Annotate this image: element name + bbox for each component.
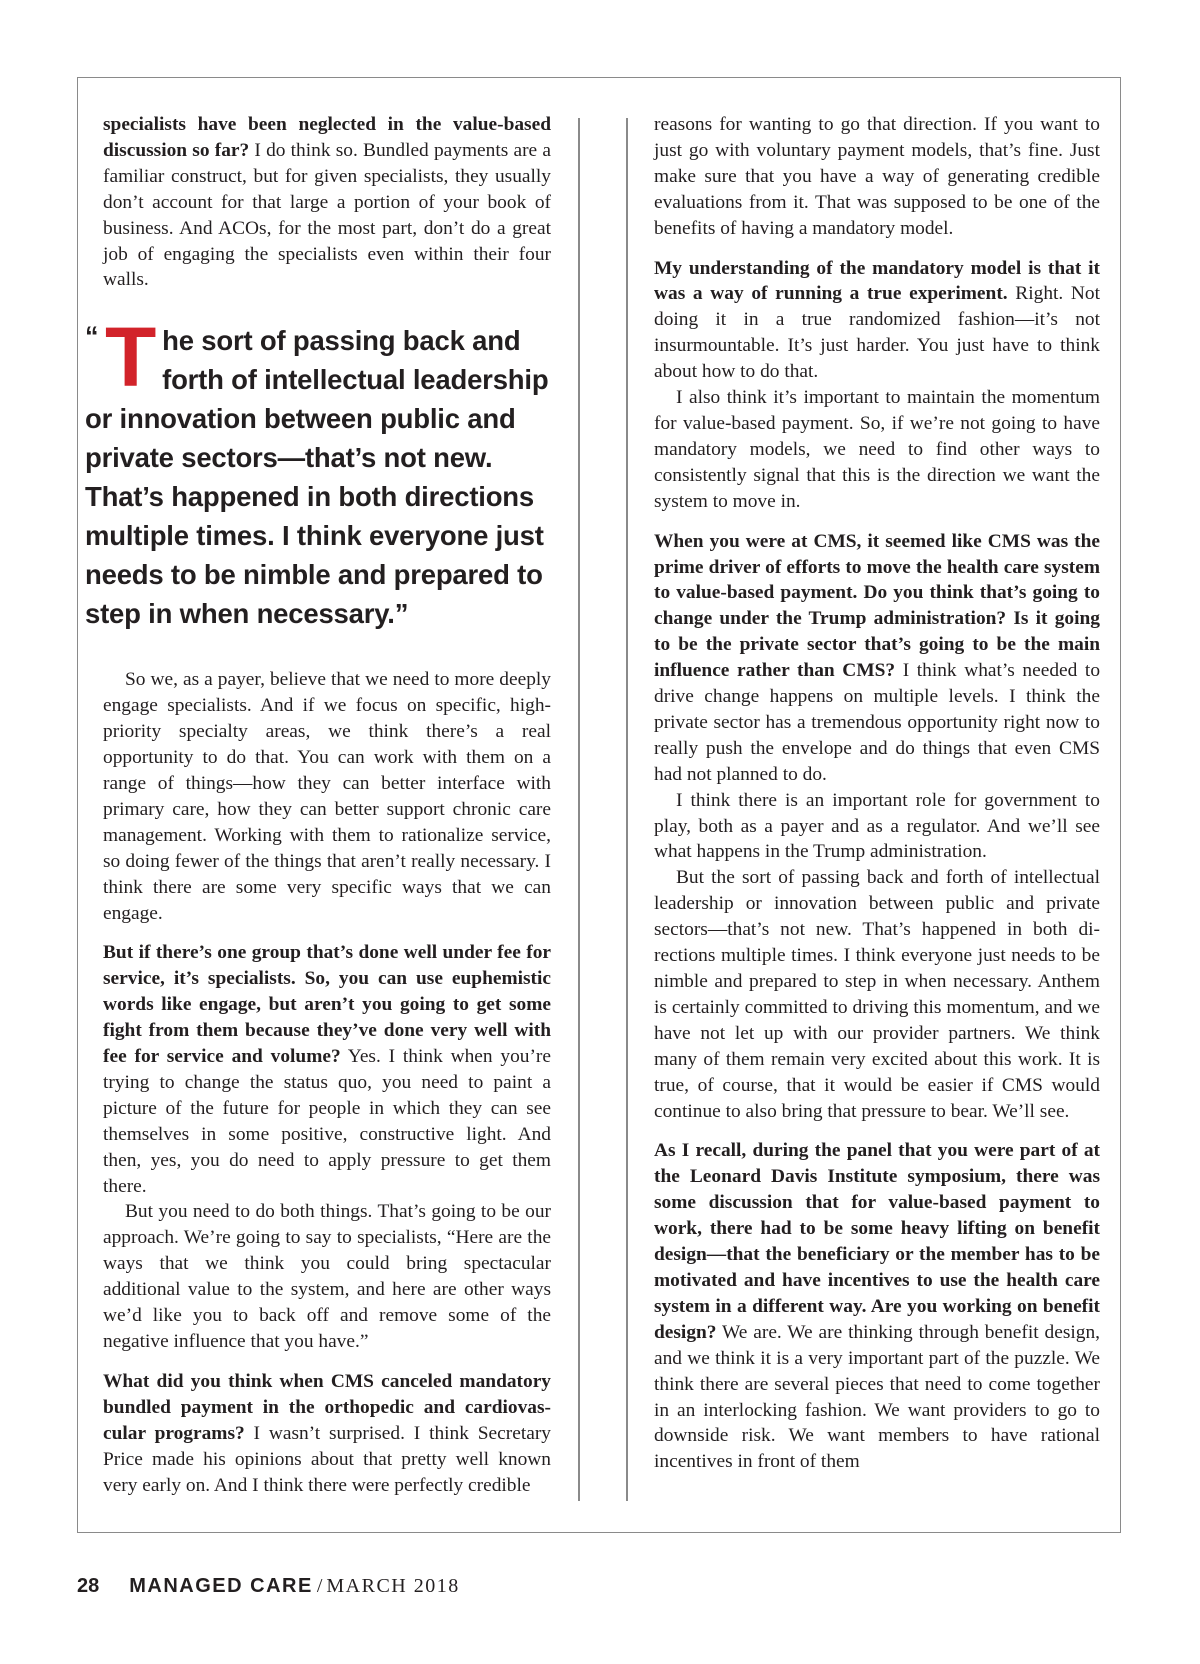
right-column xyxy=(654,112,1100,1475)
interview-question: As I recall, during the panel that you were part of at the Leonard Davis Institute symposium, there was some discussion that for value-based payment to work, there had to be some heavy lifting on benefit design—that the beneficiary or the member has to be motivated and have incentives to use the health care system in a different way. Are you working on benefit design? xyxy=(654,1140,1100,1343)
interview-answer: Right. Not doing it in a true randomized fashion—it’s not insurmountable. It’s just harder. You just have to think about how to do that. xyxy=(654,283,1100,383)
paragraph: I think there is an important role for government to play, both as a payer and as a regulator. And we’ll see what happens in the Trump administration. xyxy=(654,789,1100,863)
magazine-name: MANAGED CARE xyxy=(129,1575,313,1597)
interview-question: What did you think when CMS canceled mandatory bundled payment in the orthopedic and cardiovascular programs? xyxy=(103,1370,551,1444)
column-rule-left xyxy=(578,118,580,1501)
interview-answer: Yes. I think when you’re trying to change the status quo, you need to paint a picture of the future for people in which they can see themselves in some positive, constructive light. And then, yes, you do need to apply pressure to get them there. xyxy=(103,1046,551,1197)
interview-answer: I wasn’t surprised. I think Secretary Price made his opinions about that pretty well known very early on. And I think there were perfectly credible xyxy=(103,1422,551,1496)
paragraph: reasons for wanting to go that direction. If you want to just go with voluntary payment models, that’s fine. Just make sure that you have a way of generating credible evaluations from it. That was supposed to be one of the benefits of having a mandatory model. xyxy=(654,114,1100,239)
issue-date: MARCH 2018 xyxy=(326,1575,460,1597)
interview-question: My understanding of the mandatory model is that it was a way of running a true experiment. xyxy=(654,257,1100,305)
paragraph xyxy=(103,940,551,1199)
interview-question: When you were at CMS, it seemed like CMS was the prime driver of efforts to move the health care system to value-based payment. Do you think that’s going to change under the Trump administration? Is it going to be the private sector that’s going to be the main influence rather than CMS? xyxy=(654,530,1100,682)
interview-answer: We are. We are thinking through benefit design, and we think it is a very important part of the puzzle. We think there are several pieces that need to come together in an interlocking fashion. We want providers to go to downside risk. We want members to have rational incentives in front of them xyxy=(654,1321,1100,1473)
interview-question: specialists have been neglected in the value-based discussion so far? xyxy=(103,114,551,161)
page-footer xyxy=(77,1574,460,1598)
paragraph: I also think it’s important to maintain the momentum for value-based payment. So, if we’re not going to have mandatory models, we need to find other ways to consistently signal that this is the direction we want the system to move in. xyxy=(654,387,1100,512)
pull-quote-text: he sort of passing back and forth of intellectual leadership or innovation between public and private sectors—that’s not new. That’s happened in both directions multiple times. I think everyone just needs to be nimble and prepared to step in when necessary.” xyxy=(85,325,549,630)
page-number: 28 xyxy=(77,1575,100,1597)
paragraph xyxy=(654,1138,1100,1475)
paragraph xyxy=(103,1369,551,1499)
pull-quote-open-mark: “ xyxy=(85,321,99,352)
left-column xyxy=(85,112,551,1498)
footer-separator: / xyxy=(316,1575,323,1597)
interview-answer: I do think so. Bundled payments are a familiar construct, but for given specialists, they usually don’t account for that large a portion of your book of business. And ACOs, for the most part, don’t do a great job of engaging the specialists even within their four walls. xyxy=(103,139,551,291)
paragraph xyxy=(103,112,551,293)
paragraph: So we, as a payer, believe that we need to more deeply engage specialists. And if we focus on specific, high-priority specialty areas, we think there’s a real opportunity to do that. You can work with them on a range of things—how they can better interface with primary care, how they can better support chronic care management. Working with them to rationalize service, so doing fewer of the things that aren’t really necessary. I think there are some very specific ways that we can engage. xyxy=(103,669,551,924)
pull-quote xyxy=(85,310,551,633)
paragraph xyxy=(654,256,1100,386)
interview-question: But if there’s one group that’s done well under fee for service, it’s specialists. So, you can use euphemistic words like engage, but aren’t you going to get some fight from them because they’ve done very well with fee for service and volume? xyxy=(103,942,551,1068)
paragraph: But you need to do both things. That’s going to be our approach. We’re going to say to specialists, “Here are the ways that we think you could bring spectacular additional value to the system, and here are other ways we’d like you to back off and remove some of the negative influence that you have.” xyxy=(103,1201,551,1352)
drop-cap: T xyxy=(105,310,157,405)
column-rule-right xyxy=(626,118,628,1501)
paragraph xyxy=(654,529,1100,788)
paragraph: But the sort of passing back and forth of intellectual leadership or innovation between public and private sectors—that’s not new. That’s happened in both directions multiple times. I think everyone just needs to be nimble and prepared to step in when necessary. Anthem is certainly committed to driving this momentum, and we have not let up with our provider partners. We think many of them remain very excited about this work. It is true, of course, that it would be easier if CMS would continue to also bring that pressure to bear. We’ll see. xyxy=(654,867,1100,1122)
interview-answer: I think what’s needed to drive change happens on multiple levels. I think the private sector has a tremendous opportunity right now to really push the envelope and do things that even CMS had not planned to do. xyxy=(654,660,1101,785)
